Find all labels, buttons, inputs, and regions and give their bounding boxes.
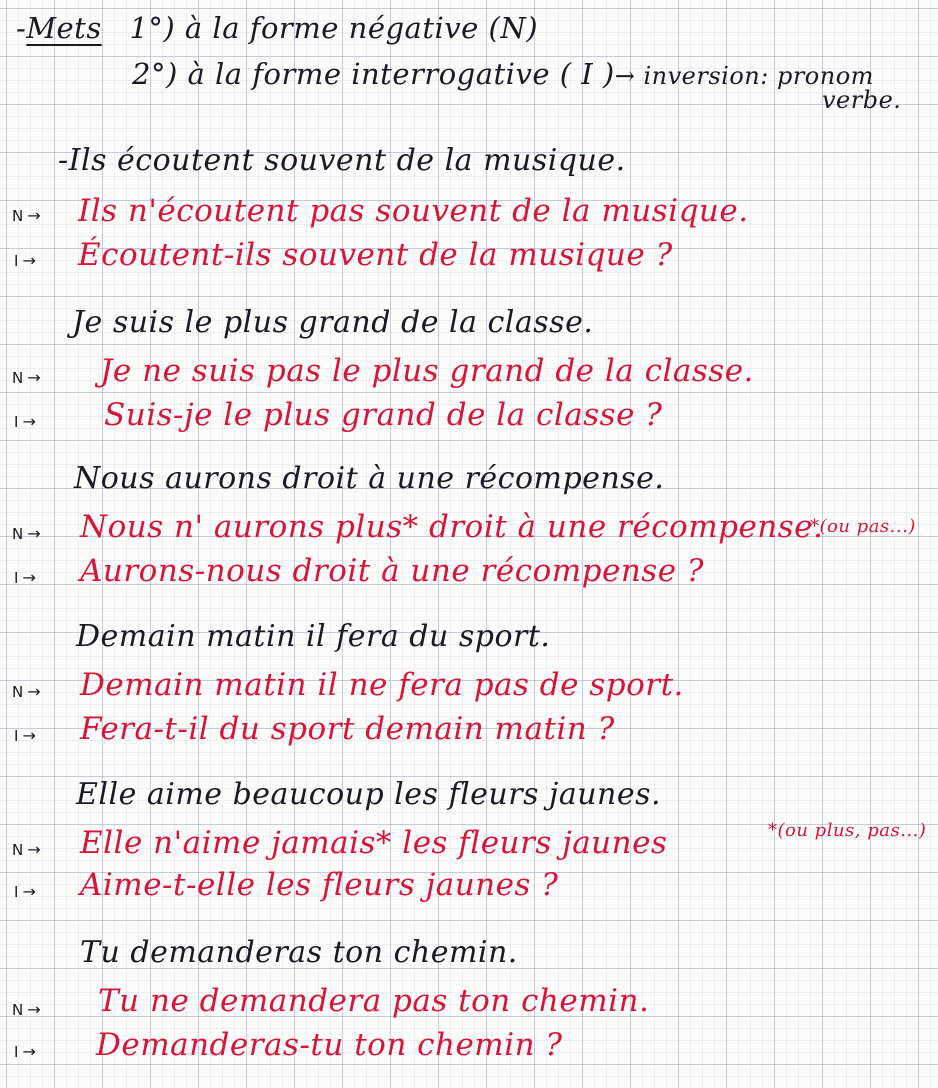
interrogative-answer: Écoutent-ils souvent de la musique ? (78, 237, 673, 273)
instruction-title (16, 11, 539, 45)
instruction-item-negative: 1°) à la forme négative (N) (129, 11, 539, 45)
interrogative-marker (14, 1042, 38, 1061)
arrow-icon: → (27, 368, 43, 387)
negative-marker (12, 206, 43, 225)
exercise-sentence: Tu demanderas ton chemin. (80, 935, 518, 970)
arrow-icon: → (22, 412, 38, 431)
negative-marker-letter: N (12, 525, 26, 543)
negative-marker-letter: N (12, 1001, 26, 1019)
negative-answer: Ils n'écoutent pas souvent de la musique. (78, 193, 749, 229)
interrogative-marker (14, 882, 38, 901)
interrogative-marker (14, 412, 38, 431)
arrow-icon: → (22, 1042, 38, 1061)
negative-marker-letter: N (12, 207, 26, 225)
interrogative-answer: Fera-t-il du sport demain matin ? (80, 711, 615, 747)
negative-marker-letter: N (12, 369, 26, 387)
exercise-3 (0, 461, 938, 614)
arrow-icon: → (22, 251, 38, 270)
exercise-4 (0, 619, 938, 772)
title-dash: - (16, 11, 27, 45)
negative-answer: Elle n'aime jamais* les fleurs jaunes (80, 825, 668, 861)
interrogative-marker-letter: I (14, 252, 21, 270)
alternative-note: *(ou pas...) (810, 516, 916, 537)
negative-marker (12, 524, 43, 543)
interrogative-answer: Aime-t-elle les fleurs jaunes ? (80, 867, 559, 903)
interrogative-marker-letter: I (14, 1043, 21, 1061)
interrogative-marker-letter: I (14, 569, 21, 587)
negative-answer: Tu ne demandera pas ton chemin. (98, 983, 650, 1019)
interrogative-marker-letter: I (14, 727, 21, 745)
exercise-sentence: Je suis le plus grand de la classe. (72, 305, 594, 340)
arrow-icon: → (27, 206, 43, 225)
interrogative-answer: Aurons-nous droit à une récompense ? (80, 553, 705, 589)
interrogative-answer: Suis-je le plus grand de la classe ? (104, 397, 663, 433)
negative-answer: Je ne suis pas le plus grand de la classe. (100, 353, 754, 389)
negative-marker-letter: N (12, 683, 26, 701)
negative-answer: Nous n' aurons plus* droit à une récompense. (80, 509, 824, 545)
exercise-sentence: Nous aurons droit à une récompense. (74, 461, 665, 496)
negative-marker (12, 840, 43, 859)
arrow-icon: → (27, 682, 43, 701)
arrow-icon: → (27, 840, 43, 859)
negative-marker (12, 368, 43, 387)
negative-answer: Demain matin il ne fera pas de sport. (80, 667, 684, 703)
arrow-icon: → (27, 1000, 43, 1019)
exercise-sentence: -Ils écoutent souvent de la musique. (58, 143, 626, 178)
inversion-note: → inversion: pronom (614, 62, 874, 90)
inversion-note-tail: verbe. (822, 86, 902, 114)
interrogative-marker (14, 251, 38, 270)
exercise-5 (0, 777, 938, 930)
interrogative-marker (14, 568, 38, 587)
arrow-icon: → (27, 524, 43, 543)
exercise-1 (0, 143, 938, 296)
alternative-note: *(ou plus, pas...) (768, 820, 927, 841)
arrow-icon: → (22, 568, 38, 587)
negative-marker (12, 682, 43, 701)
interrogative-marker-letter: I (14, 883, 21, 901)
exercise-sentence: Demain matin il fera du sport. (76, 619, 551, 654)
interrogative-marker (14, 726, 38, 745)
exercise-6 (0, 935, 938, 1088)
title-word: Mets (26, 11, 102, 45)
negative-marker (12, 1000, 43, 1019)
interrogative-answer: Demanderas-tu ton chemin ? (96, 1027, 563, 1063)
instruction-item-interrogative-text: 2°) à la forme interrogative ( I ) (132, 57, 615, 91)
arrow-icon: → (22, 882, 38, 901)
arrow-icon: → (22, 726, 38, 745)
instruction-item-interrogative (132, 57, 874, 91)
exercise-2 (0, 305, 938, 458)
exercise-sentence: Elle aime beaucoup les fleurs jaunes. (76, 777, 662, 812)
interrogative-marker-letter: I (14, 413, 21, 431)
negative-marker-letter: N (12, 841, 26, 859)
